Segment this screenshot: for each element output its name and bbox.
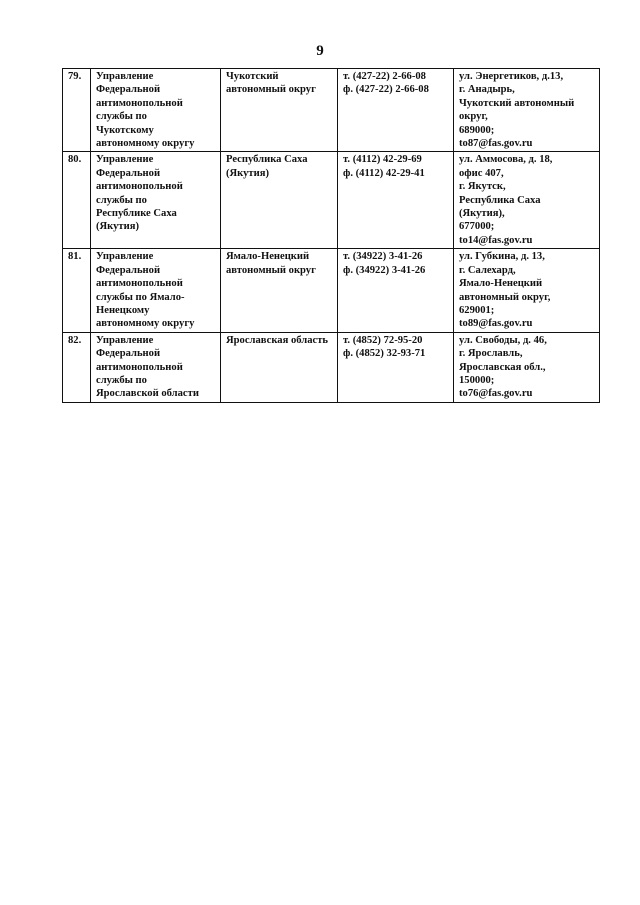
office-name: Управление Федеральной антимонопольной службы по Ярославской области bbox=[91, 332, 221, 402]
row-number: 82. bbox=[63, 332, 91, 402]
postal-address: ул. Губкина, д. 13, г. Салехард, Ямало-Ненецкий автономный округ, 629001; to89@fas.gov.ru bbox=[454, 249, 600, 332]
table-row bbox=[63, 332, 600, 402]
page-number: 9 bbox=[316, 43, 324, 59]
row-number: 79. bbox=[63, 69, 91, 152]
office-name: Управление Федеральной антимонопольной службы по Ямало- Ненецкому автономному округу bbox=[91, 249, 221, 332]
table-row bbox=[63, 69, 600, 152]
row-number: 80. bbox=[63, 152, 91, 249]
region-name: Чукотский автономный округ bbox=[221, 69, 338, 152]
postal-address: ул. Свободы, д. 46, г. Ярославль, Ярославская обл., 150000; to76@fas.gov.ru bbox=[454, 332, 600, 402]
phone-fax: т. (4112) 42-29-69 ф. (4112) 42-29-41 bbox=[338, 152, 454, 249]
row-number: 81. bbox=[63, 249, 91, 332]
table-row bbox=[63, 249, 600, 332]
phone-fax: т. (427-22) 2-66-08 ф. (427-22) 2-66-08 bbox=[338, 69, 454, 152]
region-name: Ямало-Ненецкий автономный округ bbox=[221, 249, 338, 332]
office-name: Управление Федеральной антимонопольной службы по Республике Саха (Якутия) bbox=[91, 152, 221, 249]
postal-address: ул. Аммосова, д. 18, офис 407, г. Якутск, Республика Саха (Якутия), 677000; to14@fas.gov.ru bbox=[454, 152, 600, 249]
office-name: Управление Федеральной антимонопольной службы по Чукотскому автономному округу bbox=[91, 69, 221, 152]
region-name: Республика Саха (Якутия) bbox=[221, 152, 338, 249]
region-name: Ярославская область bbox=[221, 332, 338, 402]
phone-fax: т. (4852) 72-95-20 ф. (4852) 32-93-71 bbox=[338, 332, 454, 402]
phone-fax: т. (34922) 3-41-26 ф. (34922) 3-41-26 bbox=[338, 249, 454, 332]
table-row bbox=[63, 152, 600, 249]
postal-address: ул. Энергетиков, д.13, г. Анадырь, Чукотский автономный округ, 689000; to87@fas.gov.ru bbox=[454, 69, 600, 152]
office-directory-table bbox=[62, 68, 600, 403]
